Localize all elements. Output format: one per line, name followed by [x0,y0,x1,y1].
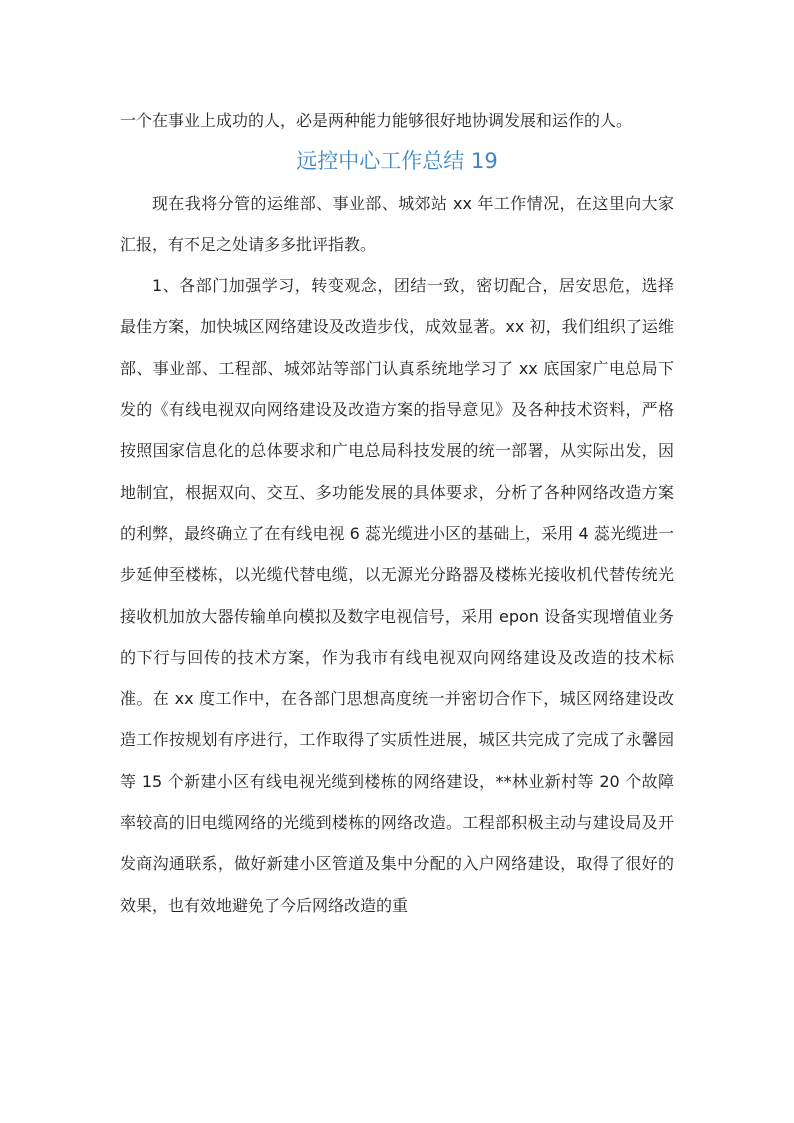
section-title: 远控中心工作总结 19 [296,149,498,174]
paragraph-department-work: 1、各部门加强学习，转变观念，团结一致，密切配合，居安思危，选择最佳方案，加快城区网络建设及改造步伐，成效显著。xx 初，我们组织了运维部、事业部、工程部、城郊站等部门认真系统地学习了 xx 底国家广电总局下发的《有线电视双向网络建设及改造方案的指导意见》及各种技术资料，严格按照国家信息化的总体要求和广电总局科技发展的统一部署，从实际出发，因地制宜，根据双向、交互、多功能发展的具体要求，分析了各种网络改造方案的利弊，最终确立了在有线电视 6 蕊光缆进小区的基础上，采用 4 蕊光缆进一步延伸至楼栋，以光缆代替电缆，以无源光分路器及楼栋光接收机代替传统光接收机加放大器传输单向模拟及数字电视信号，采用 epon 设备实现增值业务的下行与回传的技术方案，作为我市有线电视双向网络建设及改造的技术标准。在 xx 度工作中，在各部门思想高度统一并密切合作下，城区网络建设改造工作按规划有序进行，工作取得了实质性进展，城区共完成了完成了永馨园等 15 个新建小区有线电视光缆到楼栋的网络建设，**林业新村等 20 个故障率较高的旧电缆网络的光缆到楼栋的网络改造。工程部积极主动与建设局及开发商沟通联系，做好新建小区管道及集中分配的入户网络建设，取得了很好的效果，也有效地避免了今后网络改造的重 [120,276,674,915]
document-body [120,100,674,926]
paragraph-report-intro: 现在我将分管的运维部、事业部、城郊站 xx 年工作情况，在这里向大家汇报，有不足之处请多多批评指教。 [120,193,674,254]
intro-paragraph: 一个在事业上成功的人，必是两种能力能够很好地协调发展和运作的人。 [120,111,633,130]
